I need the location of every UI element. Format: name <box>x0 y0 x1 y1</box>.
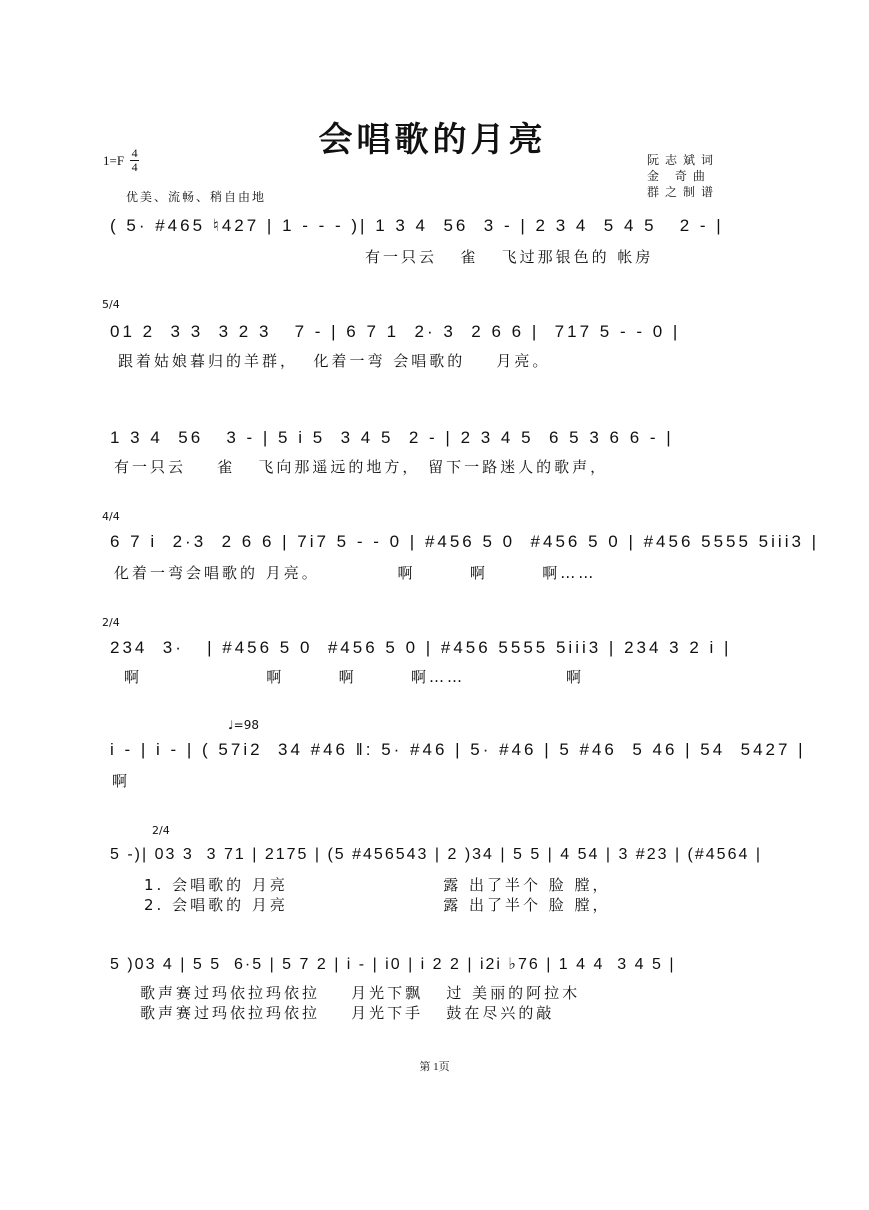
score-line-5 <box>102 616 760 698</box>
notation: 5 )03 4 | 5 5 6·5 | 5 7 2 | i - | i0 | i 2 2 | i2i ♭76 | 1 4 4 3 4 5 | <box>110 956 676 973</box>
page-number: 第 1页 <box>419 1061 450 1073</box>
score-line-4 <box>102 510 820 592</box>
lyrics-verse-1: 1. 会唱歌的 月亮 露 出了半个 脸 膛， <box>144 876 611 894</box>
lyrics: 化着一弯会唱歌的 月亮。 啊 啊 啊…… <box>114 564 597 582</box>
lyrics: 有一只云 雀 飞过那银色的 帐房 <box>365 248 654 266</box>
lyrics-verse-2: 歌声赛过玛依拉玛依拉 月光下手 鼓在尽兴的敲 <box>140 1004 555 1022</box>
credits <box>647 152 719 200</box>
time-change: 4/4 <box>102 510 120 523</box>
lyricist-credit: 阮志斌词 <box>647 153 720 167</box>
lyrics: 有一只云 雀 飞向那遥远的地方， 留下一路迷人的歌声， <box>114 458 609 476</box>
tempo-marking: 优美、流畅、稍自由地 <box>126 190 267 204</box>
notation: ( 5· #465 ♮427 | 1 - - - )| 1 3 4 56 3 - | 2 3 4 5 4 5 2 - | <box>110 216 724 235</box>
lyrics: 啊 啊 啊 啊…… 啊 <box>124 668 585 686</box>
notation: 01 2 3 3 3 2 3 7 - | 6 7 1 2· 3 2 6 6 | 717 5 - - 0 | <box>110 322 681 341</box>
time-change: 2/4 <box>102 616 120 629</box>
time-change: 2/4 <box>152 824 170 837</box>
key-label: 1=F <box>103 152 125 168</box>
score-line-2 <box>102 298 760 382</box>
time-change: 5/4 <box>102 298 120 311</box>
arranger-credit: 群之制谱 <box>647 185 720 199</box>
notation: 1 3 4 56 3 - | 5 i 5 3 4 5 2 - | 2 3 4 5 6 5 3 6 6 - | <box>110 428 674 447</box>
lyrics: 跟着姑娘暮归的羊群， 化着一弯 会唱歌的 月亮。 <box>118 352 551 370</box>
lyrics-verse-1: 歌声赛过玛依拉玛依拉 月光下飘 过 美丽的阿拉木 <box>140 984 581 1002</box>
score-line-3 <box>110 428 760 488</box>
lyrics-verse-2: 2. 会唱歌的 月亮 露 出了半个 脸 膛， <box>144 896 611 914</box>
notation: 5 -)| 03 3 3 71 | 2175 | (5 #456543 | 2 )34 | 5 5 | 4 54 | 3 #23 | (#4564 | <box>110 846 762 863</box>
notation: 6 7 i 2·3 2 6 6 | 7i7 5 - - 0 | #456 5 0 #456 5 0 | #456 5555 5iii3 | <box>110 532 820 551</box>
notation: i - | i - | ( 57i2 34 #46 ‖: 5· #46 | 5· #46 | 5 #46 5 46 | 54 5427 | <box>110 740 806 759</box>
time-signature: $\frac{4}{4}$ <box>131 146 138 174</box>
composer-credit: 金 奇曲 <box>647 169 711 183</box>
tempo-change: ♩=98 <box>228 718 259 732</box>
score-line-6 <box>110 718 806 800</box>
lyrics: 啊 <box>112 772 131 790</box>
key-signature <box>103 148 139 173</box>
score-line-8 <box>110 954 760 1024</box>
song-title: 会唱歌的月亮 <box>318 120 547 160</box>
notation: 234 3· | #456 5 0 #456 5 0 | #456 5555 5iii3 | 234 3 2 i | <box>110 638 732 657</box>
score-line-1 <box>110 216 760 276</box>
score-line-7 <box>110 824 762 916</box>
